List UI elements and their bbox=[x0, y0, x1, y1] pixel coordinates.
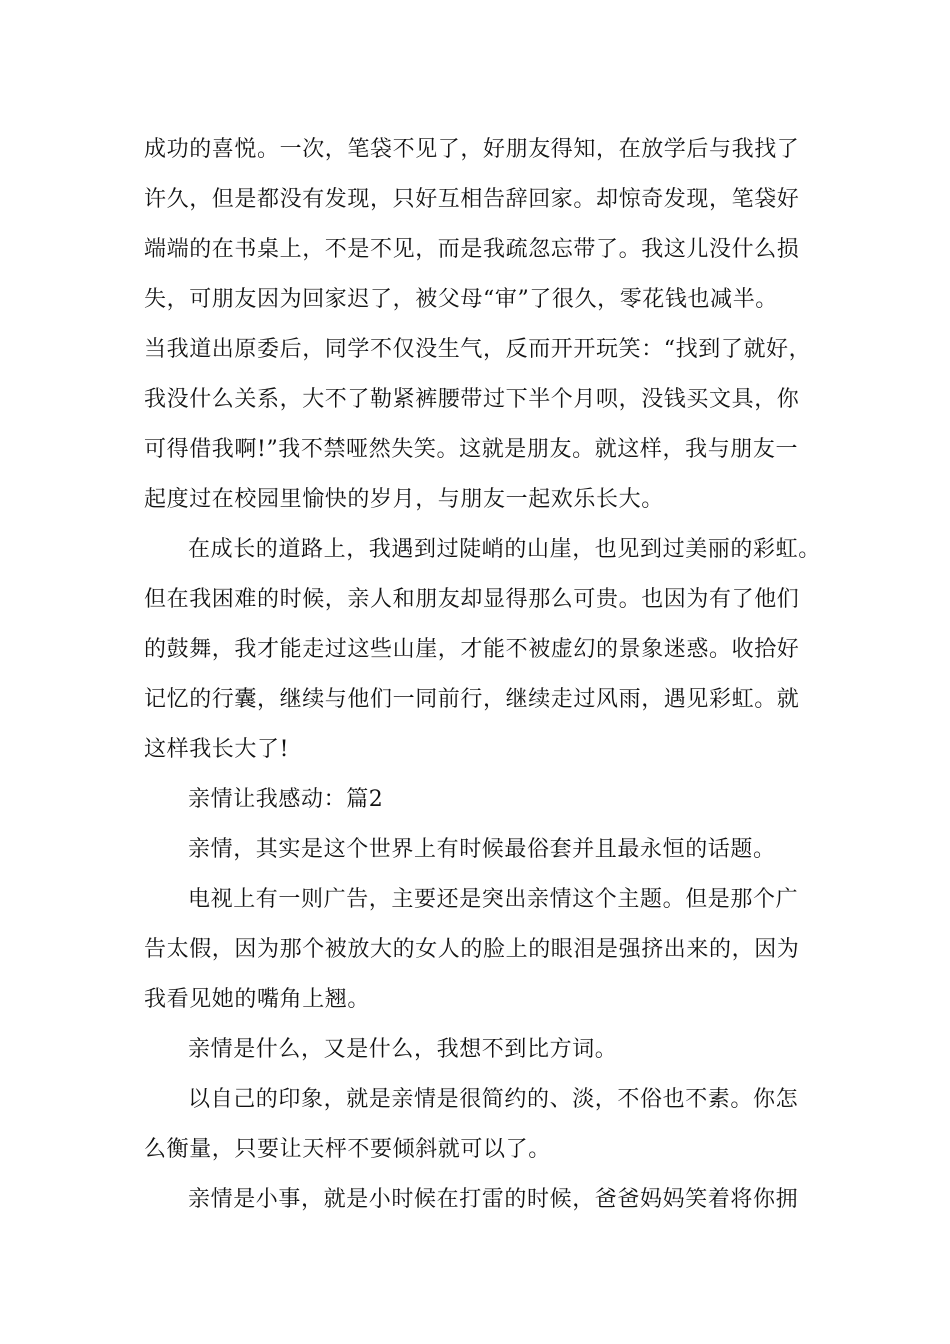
text-line: 记忆的行囊，继续与他们一同前行，继续走过风雨，遇见彩虹。就 bbox=[144, 687, 800, 712]
text-line: 端端的在书桌上，不是不见，而是我疏忽忘带了。我这儿没什么损 bbox=[144, 237, 800, 262]
paragraph-first-line: 亲情是什么，又是什么，我想不到比方词。 bbox=[188, 1037, 618, 1062]
paragraph-first-line: 亲情，其实是这个世界上有时候最俗套并且最永恒的话题。 bbox=[188, 837, 776, 862]
text-line: 的鼓舞，我才能走过这些山崖，才能不被虚幻的景象迷惑。收拾好 bbox=[144, 637, 800, 662]
paragraph-first-line: 在成长的道路上，我遇到过陡峭的山崖，也见到过美丽的彩虹。 bbox=[188, 537, 821, 562]
paragraph-first-line: 电视上有一则广告，主要还是突出亲情这个主题。但是那个广 bbox=[188, 887, 799, 912]
paragraph-first-line: 亲情是小事，就是小时候在打雷的时候，爸爸妈妈笑着将你拥 bbox=[188, 1187, 799, 1212]
text-line: 起度过在校园里愉快的岁月，与朋友一起欢乐长大。 bbox=[144, 487, 664, 512]
text-line: 可得借我啊!”我不禁哑然失笑。这就是朋友。就这样，我与朋友一 bbox=[144, 437, 799, 462]
section-heading: 亲情让我感动：篇2 bbox=[188, 787, 384, 812]
text-line: 告太假，因为那个被放大的女人的脸上的眼泪是强挤出来的，因为 bbox=[144, 937, 800, 962]
text-line: 当我道出原委后，同学不仅没生气，反而开开玩笑：“找到了就好， bbox=[144, 337, 812, 362]
text-line: 这样我长大了! bbox=[144, 737, 290, 762]
paragraph-first-line: 以自己的印象，就是亲情是很简约的、淡，不俗也不素。你怎 bbox=[188, 1087, 799, 1112]
text-line: 许久，但是都没有发现，只好互相告辞回家。却惊奇发现，笔袋好 bbox=[144, 187, 800, 212]
text-line: 我没什么关系，大不了勒紧裤腰带过下半个月呗，没钱买文具，你 bbox=[144, 387, 800, 412]
text-line: 我看见她的嘴角上翘。 bbox=[144, 987, 371, 1012]
text-line: 失，可朋友因为回家迟了，被父母“审”了很久，零花钱也减半。 bbox=[144, 287, 778, 312]
text-line: 成功的喜悦。一次，笔袋不见了，好朋友得知，在放学后与我找了 bbox=[144, 137, 800, 162]
text-line: 但在我困难的时候，亲人和朋友却显得那么可贵。也因为有了他们 bbox=[144, 587, 800, 612]
text-line: 么衡量，只要让天枰不要倾斜就可以了。 bbox=[144, 1137, 551, 1162]
